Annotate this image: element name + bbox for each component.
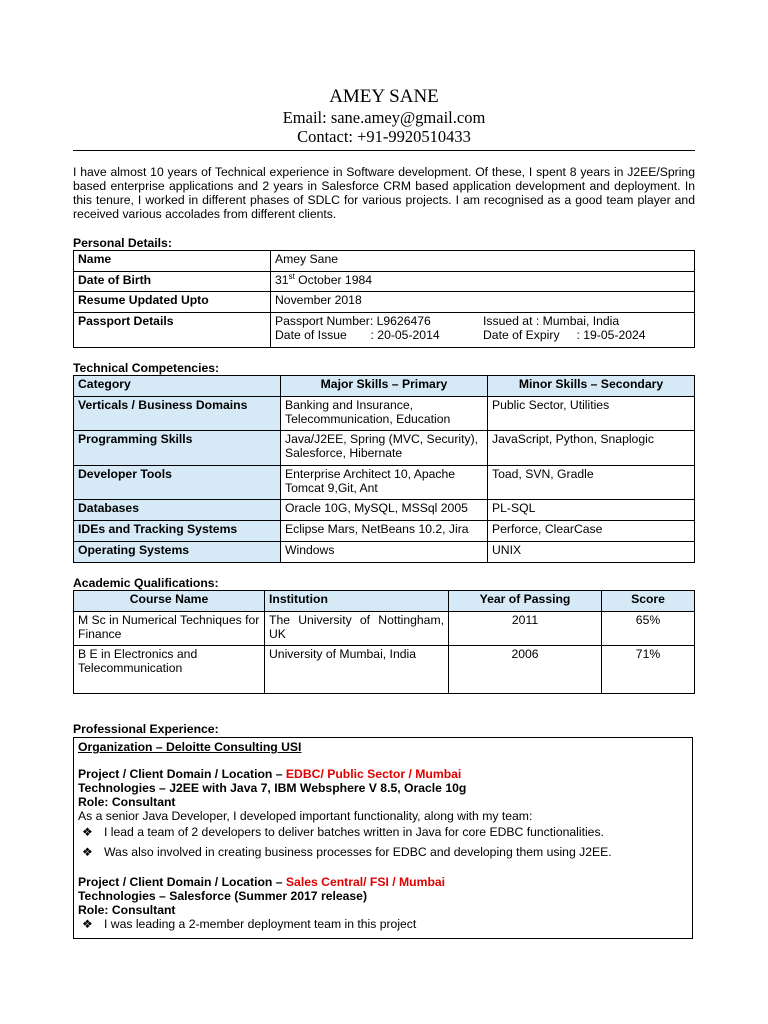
tech-header-secondary: Minor Skills – Secondary	[488, 376, 695, 397]
tech-category-cell: Verticals / Business Domains	[74, 397, 281, 431]
academic-year-cell: 2011	[449, 612, 602, 646]
tech-primary-cell: Eclipse Mars, NetBeans 10.2, Jira	[281, 521, 488, 542]
tech-primary-cell: Enterprise Architect 10, Apache Tomcat 9,Git, Ant	[281, 466, 488, 500]
passport-number: Passport Number: L9626476	[275, 314, 431, 328]
academic-institution-cell: The University of Nottingham, UK	[265, 612, 449, 646]
academic-title: Academic Qualifications:	[73, 576, 219, 590]
personal-details-table	[73, 250, 695, 348]
tech-category-cell: Developer Tools	[74, 466, 281, 500]
diamond-bullet-icon: ❖	[82, 825, 93, 839]
tech-primary-cell: Windows	[281, 542, 488, 563]
project-bullet-text: I was leading a 2-member deployment team in this project	[104, 917, 417, 931]
project-label: Project / Client Domain / Location –	[78, 875, 286, 889]
project-heading	[78, 767, 688, 781]
tech-primary-cell: Oracle 10G, MySQL, MSSql 2005	[281, 500, 488, 521]
project-technologies: Technologies – J2EE with Java 7, IBM Websphere V 8.5, Oracle 10g	[78, 781, 467, 795]
project-bullet-text: I lead a team of 2 developers to deliver batches written in Java for core EDBC functionalities.	[104, 825, 604, 839]
project-role: Role: Consultant	[78, 795, 176, 809]
academic-year-cell: 2006	[449, 646, 602, 694]
academic-score-cell: 71%	[602, 646, 695, 694]
project-role: Role: Consultant	[78, 903, 176, 917]
experience-title: Professional Experience:	[73, 722, 219, 736]
personal-name-label: Name	[74, 251, 271, 272]
tech-secondary-cell: PL-SQL	[488, 500, 695, 521]
dob-day: 31	[275, 273, 289, 287]
academic-header-course: Course Name	[74, 591, 265, 612]
project-label: Project / Client Domain / Location –	[78, 767, 286, 781]
project-bullet-text: Was also involved in creating business processes for EDBC and developing them using J2EE.	[104, 845, 612, 859]
academic-header-year: Year of Passing	[449, 591, 602, 612]
experience-box	[73, 737, 693, 939]
personal-details-title: Personal Details:	[73, 236, 172, 250]
passport-issue-date: Date of Issue : 20-05-2014	[275, 328, 440, 342]
passport-expiry-date: Date of Expiry : 19-05-2024	[483, 328, 646, 342]
candidate-name: AMEY SANE	[329, 86, 439, 107]
updated-label: Resume Updated Upto	[74, 292, 271, 313]
diamond-bullet-icon: ❖	[82, 845, 93, 859]
dob-value	[271, 272, 695, 292]
summary-paragraph: I have almost 10 years of Technical experience in Software development. Of these, I spent 8 years in J2EE/Spring based enterprise applications and 2 years in Salesforce CRM based application development and deployment. In this tenure, I worked in different phases of SDLC for various projects. I am recognised as a good team player and received various accolades from different clients.	[73, 165, 695, 221]
passport-issued-at: Issued at : Mumbai, India	[483, 314, 620, 328]
tech-primary-cell: Java/J2EE, Spring (MVC, Security), Salesforce, Hibernate	[281, 431, 488, 466]
organization-name: Organization – Deloitte Consulting USI	[78, 740, 302, 754]
tech-category-cell: Programming Skills	[74, 431, 281, 466]
dob-suffix: st	[288, 271, 295, 281]
project-technologies: Technologies – Salesforce (Summer 2017 release)	[78, 889, 368, 903]
project-bullet	[78, 917, 688, 931]
tech-header-primary: Major Skills – Primary	[281, 376, 488, 397]
tech-header-category: Category	[74, 376, 281, 397]
tech-secondary-cell: Perforce, ClearCase	[488, 521, 695, 542]
academic-course-cell: M Sc in Numerical Techniques for Finance	[74, 612, 265, 646]
tech-secondary-cell: Toad, SVN, Gradle	[488, 466, 695, 500]
dob-month-year: October 1984	[294, 273, 373, 287]
academic-institution-cell: University of Mumbai, India	[265, 646, 449, 694]
tech-competencies-table	[73, 375, 695, 563]
tech-primary-cell: Banking and Insurance, Telecommunication, Education	[281, 397, 488, 431]
contact-line: Contact: +91-9920510433	[297, 127, 471, 146]
academic-table	[73, 590, 695, 694]
tech-category-cell: Databases	[74, 500, 281, 521]
tech-secondary-cell: JavaScript, Python, Snaplogic	[488, 431, 695, 466]
project-heading	[78, 875, 688, 889]
tech-competencies-title: Technical Competencies:	[73, 361, 220, 375]
header-divider	[73, 150, 695, 151]
academic-score-cell: 65%	[602, 612, 695, 646]
tech-category-cell: Operating Systems	[74, 542, 281, 563]
personal-name-value: Amey Sane	[271, 251, 695, 272]
email-line: Email: sane.amey@gmail.com	[282, 108, 486, 127]
tech-secondary-cell: Public Sector, Utilities	[488, 397, 695, 431]
diamond-bullet-icon: ❖	[82, 917, 93, 931]
project-bullet	[78, 825, 688, 839]
passport-label: Passport Details	[74, 313, 271, 348]
updated-value: November 2018	[271, 292, 695, 313]
tech-category-cell: IDEs and Tracking Systems	[74, 521, 281, 542]
project-intro: As a senior Java Developer, I developed important functionality, along with my team:	[78, 809, 533, 823]
project-domain: Sales Central/ FSI / Mumbai	[285, 875, 446, 889]
project-domain: EDBC/ Public Sector / Mumbai	[285, 767, 462, 781]
academic-course-cell: B E in Electronics and Telecommunication	[74, 646, 265, 694]
academic-header-score: Score	[602, 591, 695, 612]
project-bullet	[78, 845, 688, 859]
academic-header-institution: Institution	[265, 591, 449, 612]
dob-label: Date of Birth	[74, 272, 271, 292]
passport-value	[271, 313, 695, 348]
tech-secondary-cell: UNIX	[488, 542, 695, 563]
